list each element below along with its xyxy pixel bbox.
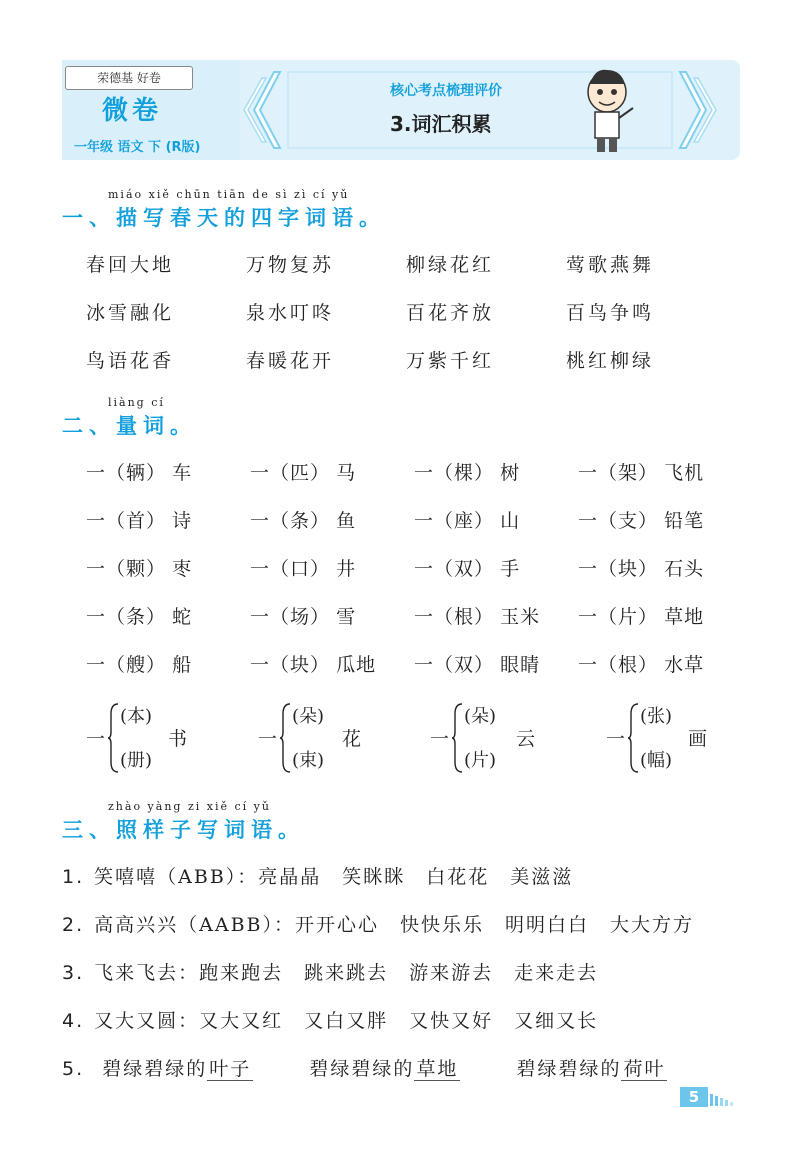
measure-word-item [414, 458, 520, 485]
mw-prefix: 一 [578, 510, 599, 532]
measure-word-item [86, 506, 192, 533]
brace-bottom: (束) [292, 750, 325, 771]
mw-prefix: 一 [578, 558, 599, 580]
example-line [62, 1054, 667, 1081]
line-number: 2. [62, 914, 85, 936]
paren-open: （ [434, 558, 455, 580]
mw-prefix: 一 [250, 606, 271, 628]
brand-logo: 荣德基 好卷 [65, 66, 193, 90]
mw-noun: 枣 [172, 558, 193, 580]
brace-bottom: (片) [464, 750, 497, 771]
mw-noun: 山 [500, 510, 521, 532]
paren-close: ） [638, 654, 659, 676]
line-text: 又大又圆：又大又红 又白又胖 又快又好 又细又长 [94, 1010, 599, 1032]
measure-word: 颗 [126, 558, 147, 580]
mw-prefix: 一 [250, 462, 271, 484]
paren-open: （ [270, 510, 291, 532]
measure-word-item [250, 506, 356, 533]
paren-open: （ [270, 462, 291, 484]
measure-word-item [578, 458, 704, 485]
paren-close: ） [474, 510, 495, 532]
phrase-prefix: 碧绿碧绿的 [516, 1058, 622, 1080]
mw-noun: 蛇 [172, 606, 193, 628]
paren-close: ） [146, 462, 167, 484]
mw-prefix: 一 [86, 654, 107, 676]
header-left-panel [62, 60, 240, 160]
mw-prefix: 一 [250, 558, 271, 580]
section2-heading: 二、量词。 [62, 414, 197, 438]
phrase-prefix: 碧绿碧绿的 [309, 1058, 415, 1080]
s1-word: 柳绿花红 [406, 254, 495, 276]
mw-prefix: 一 [414, 558, 435, 580]
measure-word: 条 [290, 510, 311, 532]
brace-prefix: 一 [606, 728, 626, 750]
paren-open: （ [270, 558, 291, 580]
measure-word-item [414, 554, 520, 581]
mw-prefix: 一 [578, 654, 599, 676]
header-right-panel [240, 60, 740, 160]
booklet-title: 微卷 [102, 96, 163, 126]
mw-prefix: 一 [578, 462, 599, 484]
measure-word: 场 [290, 606, 311, 628]
header-topic: 3.词汇积累 [390, 112, 492, 136]
mw-noun: 船 [172, 654, 193, 676]
paren-close: ） [146, 510, 167, 532]
paren-close: ） [310, 606, 331, 628]
paren-open: （ [106, 606, 127, 628]
measure-word: 辆 [126, 462, 147, 484]
measure-word: 口 [290, 558, 311, 580]
measure-word-item [578, 506, 704, 533]
brace-icon [628, 702, 640, 774]
mw-noun: 玉米 [500, 606, 541, 628]
s1-word: 桃红柳绿 [566, 350, 655, 372]
mw-noun: 铅笔 [664, 510, 705, 532]
mw-noun: 马 [336, 462, 357, 484]
s1-word: 万物复苏 [246, 254, 335, 276]
brace-noun: 云 [516, 728, 536, 750]
brace-icon [108, 702, 120, 774]
mw-noun: 水草 [664, 654, 705, 676]
s1-word: 春暖花开 [246, 350, 335, 372]
measure-word: 支 [618, 510, 639, 532]
answer-blank: 荷叶 [623, 1058, 666, 1080]
mw-prefix: 一 [578, 606, 599, 628]
paren-open: （ [106, 510, 127, 532]
paren-open: （ [598, 606, 619, 628]
example-line [62, 1006, 598, 1033]
line-text: 飞来飞去：跑来跑去 跳来跳去 游来游去 走来走去 [94, 962, 599, 984]
s1-word: 春回大地 [86, 254, 175, 276]
mw-noun: 井 [336, 558, 357, 580]
s1-word: 万紫千红 [406, 350, 495, 372]
paren-close: ） [310, 462, 331, 484]
measure-word-item [414, 602, 540, 629]
paren-open: （ [106, 654, 127, 676]
mw-prefix: 一 [86, 510, 107, 532]
paren-close: ） [310, 558, 331, 580]
paren-close: ） [638, 558, 659, 580]
s1-word: 百鸟争鸣 [566, 302, 655, 324]
brace-top: (朵) [464, 706, 497, 727]
measure-word: 条 [126, 606, 147, 628]
mw-noun: 雪 [336, 606, 357, 628]
mascot-icon [585, 66, 637, 156]
line-number: 3. [62, 962, 85, 984]
s1-word: 百花齐放 [406, 302, 495, 324]
brace-icon [280, 702, 292, 774]
paren-close: ） [638, 606, 659, 628]
mw-noun: 石头 [664, 558, 705, 580]
measure-word: 首 [126, 510, 147, 532]
measure-word-item [250, 650, 376, 677]
paren-close: ） [146, 606, 167, 628]
paren-open: （ [434, 654, 455, 676]
line-number: 1. [62, 866, 85, 888]
mw-noun: 草地 [664, 606, 705, 628]
brace-prefix: 一 [258, 728, 278, 750]
brace-icon [452, 702, 464, 774]
paren-open: （ [106, 558, 127, 580]
brace-top: (朵) [292, 706, 325, 727]
example-line [62, 910, 694, 937]
mw-noun: 树 [500, 462, 521, 484]
phrase-prefix: 碧绿碧绿的 [102, 1058, 208, 1080]
section3-heading: 三、照样子写词语。 [62, 818, 305, 842]
page-number: 5 [680, 1087, 708, 1107]
brace-bottom: (幅) [640, 750, 673, 771]
line-text: 高高兴兴（AABB）：开开心心 快快乐乐 明明白白 大大方方 [94, 914, 695, 936]
paren-close: ） [638, 510, 659, 532]
measure-word-item [414, 506, 520, 533]
mw-noun: 车 [172, 462, 193, 484]
mw-prefix: 一 [414, 462, 435, 484]
measure-word: 艘 [126, 654, 147, 676]
paren-close: ） [146, 654, 167, 676]
mw-prefix: 一 [250, 654, 271, 676]
measure-word: 双 [454, 654, 475, 676]
measure-word: 根 [454, 606, 475, 628]
paren-open: （ [598, 558, 619, 580]
measure-word-item [578, 554, 704, 581]
example-line [62, 958, 598, 985]
brace-prefix: 一 [86, 728, 106, 750]
mw-prefix: 一 [414, 654, 435, 676]
s1-word: 冰雪融化 [86, 302, 175, 324]
measure-word-item [578, 602, 704, 629]
brace-prefix: 一 [430, 728, 450, 750]
paren-close: ） [474, 462, 495, 484]
brace-top: (本) [120, 706, 153, 727]
section1-heading: 一、描写春天的四字词语。 [62, 206, 386, 230]
mw-prefix: 一 [86, 606, 107, 628]
paren-close: ） [310, 510, 331, 532]
paren-close: ） [474, 606, 495, 628]
page-bars-icon [710, 1092, 740, 1106]
section2-pinyin: liàng cí [108, 396, 165, 409]
s1-word: 莺歌燕舞 [566, 254, 655, 276]
measure-word-item [414, 650, 540, 677]
mw-noun: 眼睛 [500, 654, 541, 676]
mw-prefix: 一 [86, 462, 107, 484]
s1-word: 鸟语花香 [86, 350, 175, 372]
paren-open: （ [270, 606, 291, 628]
paren-open: （ [598, 510, 619, 532]
paren-open: （ [598, 462, 619, 484]
mw-prefix: 一 [250, 510, 271, 532]
measure-word: 根 [618, 654, 639, 676]
line-text: 笑嘻嘻（ABB）：亮晶晶 笑眯眯 白花花 美滋滋 [94, 866, 574, 888]
brace-noun: 画 [688, 728, 708, 750]
paren-close: ） [474, 558, 495, 580]
measure-word-item [250, 602, 356, 629]
mw-noun: 手 [500, 558, 521, 580]
grade-label: 一年级 语文 下 (R版) [74, 140, 201, 155]
mw-noun: 飞机 [664, 462, 705, 484]
header-subtitle: 核心考点梳理评价 [390, 83, 502, 99]
measure-word-item [86, 458, 192, 485]
measure-word: 双 [454, 558, 475, 580]
measure-word: 块 [618, 558, 639, 580]
measure-word-item [250, 554, 356, 581]
answer-blank: 叶子 [209, 1058, 252, 1080]
brace-bottom: (册) [120, 750, 153, 771]
measure-word: 座 [454, 510, 475, 532]
answer-blank: 草地 [416, 1058, 459, 1080]
header-banner [62, 60, 740, 160]
paren-open: （ [106, 462, 127, 484]
measure-word: 棵 [454, 462, 475, 484]
section3-pinyin: zhào yàng zi xiě cí yǔ [108, 800, 271, 813]
measure-word: 块 [290, 654, 311, 676]
brace-noun: 书 [168, 728, 188, 750]
paren-open: （ [598, 654, 619, 676]
paren-open: （ [434, 510, 455, 532]
measure-word: 匹 [290, 462, 311, 484]
paren-open: （ [434, 462, 455, 484]
measure-word: 架 [618, 462, 639, 484]
mw-prefix: 一 [86, 558, 107, 580]
paren-close: ） [146, 558, 167, 580]
mw-prefix: 一 [414, 606, 435, 628]
paren-open: （ [270, 654, 291, 676]
mw-noun: 鱼 [336, 510, 357, 532]
measure-word-item [86, 650, 192, 677]
s1-word: 泉水叮咚 [246, 302, 335, 324]
brace-top: (张) [640, 706, 673, 727]
paren-close: ） [310, 654, 331, 676]
mw-prefix: 一 [414, 510, 435, 532]
paren-close: ） [474, 654, 495, 676]
line-number: 5. [62, 1058, 85, 1080]
mw-noun: 诗 [172, 510, 193, 532]
paren-close: ） [638, 462, 659, 484]
section1-pinyin: miáo xiě chūn tiān de sì zì cí yǔ [108, 188, 350, 201]
brace-noun: 花 [342, 728, 362, 750]
measure-word-item [250, 458, 356, 485]
measure-word: 片 [618, 606, 639, 628]
mw-noun: 瓜地 [336, 654, 377, 676]
measure-word-item [578, 650, 704, 677]
paren-open: （ [434, 606, 455, 628]
line-number: 4. [62, 1010, 85, 1032]
measure-word-item [86, 554, 192, 581]
example-line [62, 862, 573, 889]
measure-word-item [86, 602, 192, 629]
